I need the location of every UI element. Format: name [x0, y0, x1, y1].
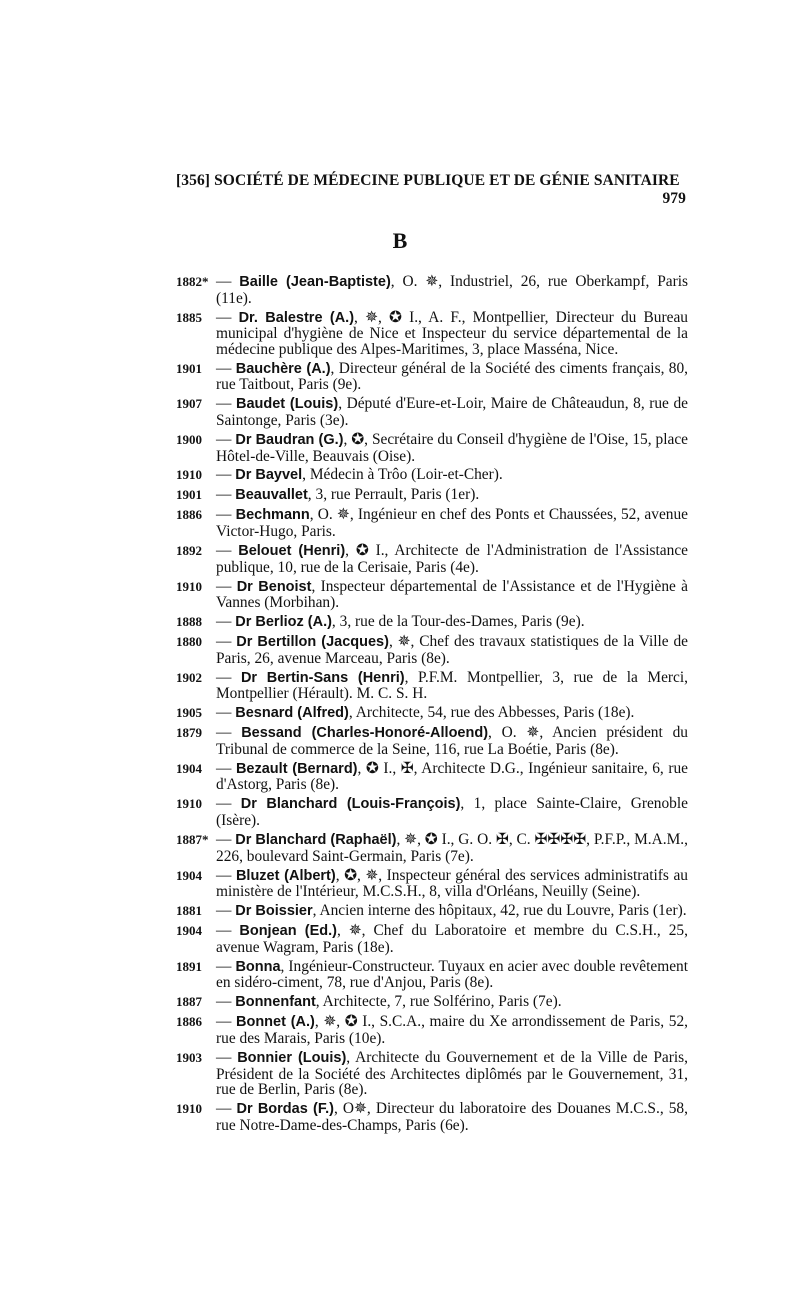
- entry-year: 1886: [176, 507, 202, 523]
- entry-details: , ✪ I., ✠, Architecte D.G., Ingénieur sanitaire, 6, rue d'Astorg, Paris (8e).: [216, 759, 688, 794]
- entry-name: Dr Bayvel: [235, 467, 303, 484]
- entry-name: Bezault (Bernard): [235, 760, 358, 777]
- entry-dash: —: [216, 430, 236, 448]
- member-entry: [176, 903, 688, 920]
- member-entry: [176, 361, 688, 393]
- entry-year: 1892: [176, 543, 202, 559]
- entry-details: , ✵, ✪ I., A. F., Montpellier, Directeur du Bureau municipal d'hygiène de Nice et Inspecteur du service départemental de la médecine publique des Alpes-Maritimes, 3, place Masséna, Nice.: [216, 308, 688, 358]
- entry-details: , O✵, Directeur du laboratoire des Douanes M.C.S., 58, rue Notre-Dame-des-Champs, Paris (6e).: [216, 1100, 688, 1134]
- entry-name: Bonjean (Ed.): [239, 923, 337, 940]
- entry-dash: —: [216, 1100, 237, 1118]
- member-entry: [176, 543, 688, 575]
- entry-year: 1880: [176, 634, 202, 650]
- entry-year: 1881: [176, 903, 202, 919]
- entry-details: , O. ✵, Ancien président du Tribunal de commerce de la Seine, 116, rue La Boétie, Paris (8e).: [216, 724, 688, 758]
- entry-name: Bonnier (Louis): [237, 1049, 347, 1066]
- entry-year: 1886: [176, 1014, 202, 1030]
- entry-year: 1904: [176, 760, 202, 776]
- member-entry: [176, 994, 688, 1011]
- entry-details: , 3, rue de la Tour-des-Dames, Paris (9e).: [331, 613, 585, 631]
- entry-name: Beauvallet: [235, 487, 308, 504]
- member-entry: [176, 868, 688, 900]
- entry-details: , O. ✵, Ingénieur en chef des Ponts et Chaussées, 52, avenue Victor-Hugo, Paris.: [216, 506, 688, 541]
- entry-name: Dr Boissier: [235, 903, 313, 920]
- entry-year: 1910: [176, 467, 202, 483]
- entry-name: Dr Berlioz (A.): [235, 614, 332, 631]
- entry-name: Bessand (Charles-Honoré-Alloend): [241, 725, 489, 742]
- entry-dash: —: [216, 273, 240, 290]
- member-entry: [176, 705, 688, 722]
- entry-name: Dr Bordas (F.): [236, 1101, 334, 1118]
- entry-name: Baudet (Louis): [235, 396, 339, 413]
- entry-details: , ✵, ✪ I., G. O. ✠, C. ✠✠✠✠, P.F.P., M.A.M., 226, boulevard Saint-Germain, Paris (7e).: [216, 831, 688, 865]
- member-entry: [176, 725, 688, 757]
- entry-details: , ✪, ✵, Inspecteur général des services administratifs au ministère de l'Intérieur, M.C.S.H., 8, villa d'Orléans, Neuilly (Seine).: [216, 866, 688, 901]
- member-entry: [176, 959, 688, 991]
- entry-year: 1902: [176, 669, 202, 685]
- entry-details: , Médecin à Trôo (Loir-et-Cher).: [302, 466, 503, 484]
- member-entry: [176, 796, 688, 828]
- entry-dash: —: [216, 577, 237, 595]
- header-title: SOCIÉTÉ DE MÉDECINE PUBLIQUE ET DE GÉNIE SANITAIRE: [214, 172, 680, 189]
- entry-year: 1887*: [176, 832, 209, 848]
- entry-name: Belouet (Henri): [238, 543, 346, 560]
- member-entry: [176, 274, 688, 306]
- entry-dash: —: [216, 993, 236, 1011]
- member-entry: [176, 1014, 688, 1046]
- member-entry: [176, 634, 688, 666]
- member-entry: [176, 396, 688, 428]
- entry-details: , Architecte, 54, rue des Abbesses, Paris (18e).: [348, 704, 635, 722]
- member-entry: [176, 670, 688, 702]
- member-entry: [176, 832, 688, 864]
- entry-year: 1910: [176, 1101, 202, 1117]
- entry-name: Bonnet (A.): [236, 1014, 315, 1031]
- entry-name: Bauchère (A.): [235, 360, 331, 377]
- entry-dash: —: [216, 542, 239, 560]
- entry-dash: —: [216, 831, 236, 849]
- entry-name: Dr Bertin-Sans (Henri): [240, 669, 405, 686]
- entry-name: Dr Benoist: [236, 578, 312, 595]
- member-list: [176, 274, 688, 1137]
- entry-dash: —: [216, 1048, 238, 1066]
- member-entry: [176, 1101, 688, 1133]
- entry-name: Dr Blanchard (Raphaël): [235, 832, 397, 849]
- entry-year: 1879: [176, 725, 202, 741]
- entry-details: , P.F.M. Montpellier, 3, rue de la Merci, Montpellier (Hérault). M. C. S. H.: [216, 668, 688, 703]
- page-reference: [356]: [176, 172, 211, 189]
- entry-dash: —: [216, 466, 236, 484]
- entry-dash: —: [216, 506, 236, 524]
- member-entry: [176, 467, 688, 484]
- entry-year: 1910: [176, 796, 202, 812]
- member-entry: [176, 923, 688, 955]
- entry-dash: —: [216, 922, 240, 940]
- entry-details: , Ancien interne des hôpitaux, 42, rue du Louvre, Paris (1er).: [312, 902, 687, 920]
- entry-year: 1904: [176, 867, 202, 883]
- member-entry: [176, 614, 688, 631]
- entry-dash: —: [216, 486, 236, 504]
- member-entry: [176, 310, 688, 358]
- entry-dash: —: [216, 668, 241, 686]
- entry-name: Dr Bertillon (Jacques): [236, 634, 389, 651]
- entry-details: , ✪ I., Architecte de l'Administration de l'Assistance publique, 10, rue de la Cerisaie, Paris (4e).: [216, 542, 688, 576]
- entry-year: 1910: [176, 578, 202, 594]
- entry-dash: —: [216, 795, 241, 813]
- entry-details: , ✵, ✪ I., S.C.A., maire du Xe arrondissement de Paris, 52, rue des Marais, Paris (10e).: [216, 1013, 688, 1047]
- section-letter: B: [392, 228, 408, 253]
- entry-dash: —: [216, 1013, 236, 1031]
- member-entry: [176, 507, 688, 539]
- entry-details: , Directeur général de la Société des ciments français, 80, rue Taitbout, Paris (9e).: [216, 359, 688, 394]
- entry-year: 1900: [176, 431, 202, 447]
- entry-dash: —: [216, 866, 236, 884]
- entry-year: 1885: [176, 309, 202, 325]
- entry-details: , Inspecteur départemental de l'Assistance et de l'Hygiène à Vannes (Morbihan).: [216, 577, 688, 612]
- entry-dash: —: [216, 359, 236, 377]
- entry-name: Besnard (Alfred): [235, 705, 349, 722]
- entry-year: 1888: [176, 614, 202, 630]
- entry-dash: —: [216, 704, 236, 722]
- entry-details: , ✵, Chef du Laboratoire et membre du C.S.H., 25, avenue Wagram, Paris (18e).: [216, 922, 688, 956]
- entry-year: 1887: [176, 994, 202, 1010]
- entry-name: Bonna: [235, 958, 281, 975]
- entry-year: 1901: [176, 487, 202, 503]
- entry-dash: —: [216, 957, 236, 975]
- entry-details: , Député d'Eure-et-Loir, Maire de Châteaudun, 8, rue de Saintonge, Paris (3e).: [216, 395, 688, 429]
- entry-dash: —: [216, 724, 242, 742]
- entry-name: Bechmann: [235, 507, 310, 524]
- entry-year: 1891: [176, 958, 202, 974]
- member-entry: [176, 761, 688, 793]
- entry-year: 1901: [176, 360, 202, 376]
- page-number: 979: [662, 190, 686, 207]
- entry-details: , Architecte, 7, rue Solférino, Paris (7e).: [315, 993, 562, 1011]
- entry-details: , ✵, Chef des travaux statistiques de la Ville de Paris, 26, avenue Marceau, Paris (8e).: [216, 633, 688, 667]
- member-entry: [176, 1050, 688, 1098]
- entry-name: Dr Baudran (G.): [235, 431, 344, 448]
- entry-details: , ✪, Secrétaire du Conseil d'hygiène de l'Oise, 15, place Hôtel-de-Ville, Beauvais (Oise).: [216, 430, 688, 465]
- entry-name: Dr Blanchard (Louis-François): [240, 796, 461, 813]
- member-entry: [176, 487, 688, 504]
- entry-year: 1903: [176, 1049, 202, 1065]
- entry-year: 1882*: [176, 274, 209, 289]
- entry-details: , 1, place Sainte-Claire, Grenoble (Isère).: [216, 795, 688, 830]
- entry-details: , 3, rue Perrault, Paris (1er).: [307, 486, 480, 504]
- entry-name: Bluzet (Albert): [235, 867, 336, 884]
- member-entry: [176, 432, 688, 464]
- entry-dash: —: [216, 395, 236, 413]
- entry-name: Baille (Jean-Baptiste): [239, 274, 391, 290]
- entry-dash: —: [216, 633, 237, 651]
- running-header: [176, 172, 686, 208]
- member-entry: [176, 579, 688, 611]
- entry-dash: —: [216, 613, 236, 631]
- entry-dash: —: [216, 308, 239, 326]
- entry-year: 1905: [176, 705, 202, 721]
- entry-year: 1904: [176, 923, 202, 939]
- entry-dash: —: [216, 902, 236, 920]
- entry-details: , Ingénieur-Constructeur. Tuyaux en acier avec double revêtement en sidéro-ciment, 78, rue d'Anjou, Paris (8e).: [216, 957, 688, 992]
- entry-dash: —: [216, 759, 236, 777]
- entry-year: 1907: [176, 396, 202, 412]
- entry-details: , O. ✵, Industriel, 26, rue Oberkampf, Paris (11e).: [216, 273, 688, 307]
- entry-name: Dr. Balestre (A.): [238, 309, 355, 326]
- entry-name: Bonnenfant: [235, 994, 316, 1011]
- entry-details: , Architecte du Gouvernement et de la Ville de Paris, Président de la Société des Architectes diplômés par le Gouvernement, 31, rue de Berlin, Paris (8e).: [216, 1048, 688, 1099]
